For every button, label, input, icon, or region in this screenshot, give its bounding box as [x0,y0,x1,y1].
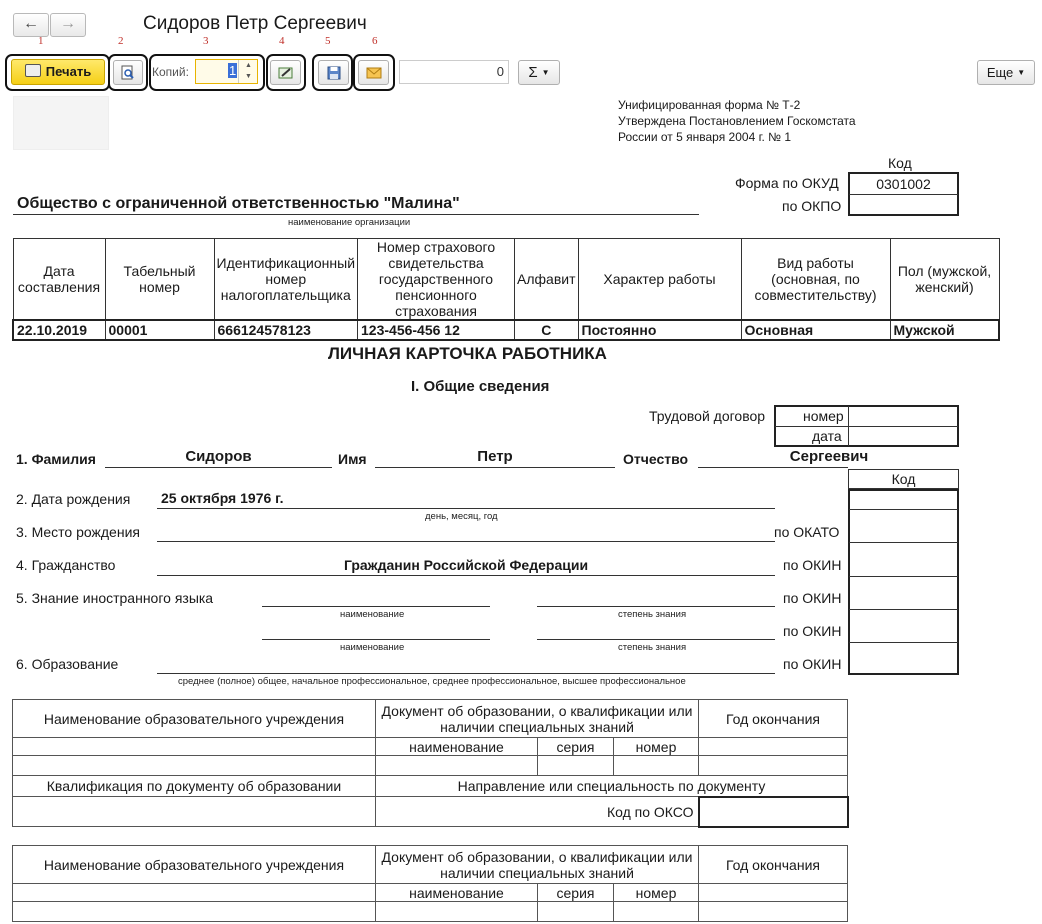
val-alphabet: С [515,320,578,340]
okud-value: 0301002 [876,175,931,192]
col-work-type: Вид работы (основная, по совместительству) [741,239,890,321]
callout-frame-2 [108,54,148,91]
citizenship-label: 4. Гражданство [16,557,116,573]
education-caption: среднее (полное) общее, начальное профессиональное, среднее профессиональное, высшее профессиональное [178,676,686,687]
okin-label-4: по ОКИН [783,656,842,672]
callout-frame-3 [149,54,265,91]
callout-frame-1 [5,54,110,91]
birthdate-value: 25 октября 1976 г. [161,490,284,506]
language-label: 5. Знание иностранного языка [16,590,214,606]
col-inn: Идентификационный номер налогоплательщика [214,239,358,321]
edu1-specialty-header: Направление или специальность по документу [376,776,848,797]
lang2-level-caption: степень знания [618,642,687,653]
col-tab-number: Табельный номер [105,239,214,321]
okpo-value [848,195,959,215]
edu2-doc-number: номер [614,884,699,902]
contract-number-label: номер [803,408,844,424]
callout-frame-5 [312,54,353,91]
education-table-1 [12,699,849,828]
more-button[interactable] [977,60,1035,85]
codes-row-2 [849,542,958,543]
citizenship-line [157,575,775,576]
education-line [157,673,775,674]
lang1-level-line [537,606,775,607]
copies-value: 1 [229,63,237,78]
name-line [375,467,615,468]
col-snils: Номер страхового свидетельства государственного пенсионного страхования [358,239,515,321]
lang1-name-line [262,606,490,607]
val-snils: 123-456-456 12 [358,320,515,340]
callout-4: 4 [279,35,285,47]
edu1-institution-header: Наименование образовательного учреждения [13,700,376,738]
callout-3: 3 [203,35,209,47]
forward-button[interactable]: → [50,13,86,37]
lang1-name-caption: наименование [340,609,405,620]
edu2-year-header: Год окончания [699,846,848,884]
education-table-2 [12,845,848,922]
code-header-2: Код [891,471,916,487]
code-header: Код [888,155,912,171]
section-title: I. Общие сведения [411,378,550,395]
patronymic-value: Сергеевич [789,448,869,465]
surname-line [105,467,332,468]
org-underline [13,214,699,215]
okin-label-2: по ОКИН [783,590,842,606]
copies-stepper[interactable]: ▲ ▼ [238,60,258,83]
more-chevron-icon: ▼ [1017,68,1026,77]
birthdate-caption: день, месяц, год [425,511,498,522]
codes-row-5 [849,642,958,643]
val-gender: Мужской [890,320,999,340]
window-title: Сидоров Петр Сергеевич [143,13,367,34]
sum-field[interactable]: 0 [399,60,509,84]
education-label: 6. Образование [16,656,119,672]
callout-2: 2 [118,35,124,47]
back-button[interactable]: ← [13,13,49,37]
patronymic-line [698,467,848,468]
contract-date-label: дата [812,428,842,444]
col-date: Дата составления [13,239,105,321]
val-date: 22.10.2019 [13,320,105,340]
edu1-doc-name: наименование [376,738,538,756]
edu2-doc-name: наименование [376,884,538,902]
lang2-level-line [537,639,775,640]
birthplace-line [157,541,775,542]
name-label: Имя [338,451,367,467]
chevron-down-icon: ▼ [541,68,550,77]
citizenship-value: Гражданин Российской Федерации [343,557,589,573]
contract-label: Трудовой договор [649,408,766,424]
lang1-level-caption: степень знания [618,609,687,620]
employee-header-table [12,238,1000,341]
callout-5: 5 [325,35,331,47]
copies-label: Копий: [152,65,189,79]
edu1-year-header: Год окончания [699,700,848,738]
edu1-doc-number: номер [614,738,699,756]
okin-label-3: по ОКИН [783,623,842,639]
col-alphabet: Алфавит [515,239,578,321]
edu1-doc-series: серия [538,738,614,756]
name-value: Петр [477,448,513,465]
unified-form-line3: России от 5 января 2004 г. № 1 [618,130,792,144]
patronymic-label: Отчество [623,451,689,467]
logo-placeholder [13,96,109,150]
edu2-document-header: Документ об образовании, о квалификации или наличии специальных знаний [376,846,699,884]
callout-1: 1 [38,35,44,47]
okin-label-1: по ОКИН [783,557,842,573]
unified-form-line1: Унифицированная форма № Т-2 [618,98,801,112]
codes-row-4 [849,609,958,610]
surname-label: 1. Фамилия [16,451,96,467]
val-work-type: Основная [741,320,890,340]
val-inn: 666124578123 [214,320,358,340]
col-gender: Пол (мужской, женский) [890,239,999,321]
callout-frame-4 [266,54,306,91]
callout-frame-6 [353,54,395,91]
organization-name: Общество с ограниченной ответственностью "Малина" [17,195,460,212]
col-work-nature: Характер работы [578,239,741,321]
card-title: ЛИЧНАЯ КАРТОЧКА РАБОТНИКА [328,344,607,363]
birthplace-label: 3. Место рождения [16,524,140,540]
print-label: Печать [45,64,92,79]
callout-6: 6 [372,35,378,47]
okpo-label: по ОКПО [782,198,842,214]
birthdate-label: 2. Дата рождения [16,491,131,507]
org-caption: наименование организации [288,217,411,228]
edu2-institution-header: Наименование образовательного учреждения [13,846,376,884]
more-label: Еще [986,65,1014,80]
lang2-name-caption: наименование [340,642,405,653]
codes-box [848,489,959,675]
birthdate-line [157,508,775,509]
okud-label: Форма по ОКУД [735,175,839,191]
sum-button[interactable] [518,60,560,85]
edu1-okso-label: Код по ОКСО [376,797,699,827]
sigma-icon: Σ [528,64,538,81]
codes-row-3 [849,576,958,577]
edu1-document-header: Документ об образовании, о квалификации или наличии специальных знаний [376,700,699,738]
surname-value: Сидоров [185,448,252,465]
val-work-nature: Постоянно [578,320,741,340]
codes-row-1 [849,509,958,510]
contract-hdivider [775,426,958,427]
okato-label: по ОКАТО [774,524,840,540]
unified-form-line2: Утверждена Постановлением Госкомстата [618,114,856,128]
edu1-qualification-header: Квалификация по документу об образовании [13,776,376,797]
val-tab-number: 00001 [105,320,214,340]
lang2-name-line [262,639,490,640]
edu2-doc-series: серия [538,884,614,902]
